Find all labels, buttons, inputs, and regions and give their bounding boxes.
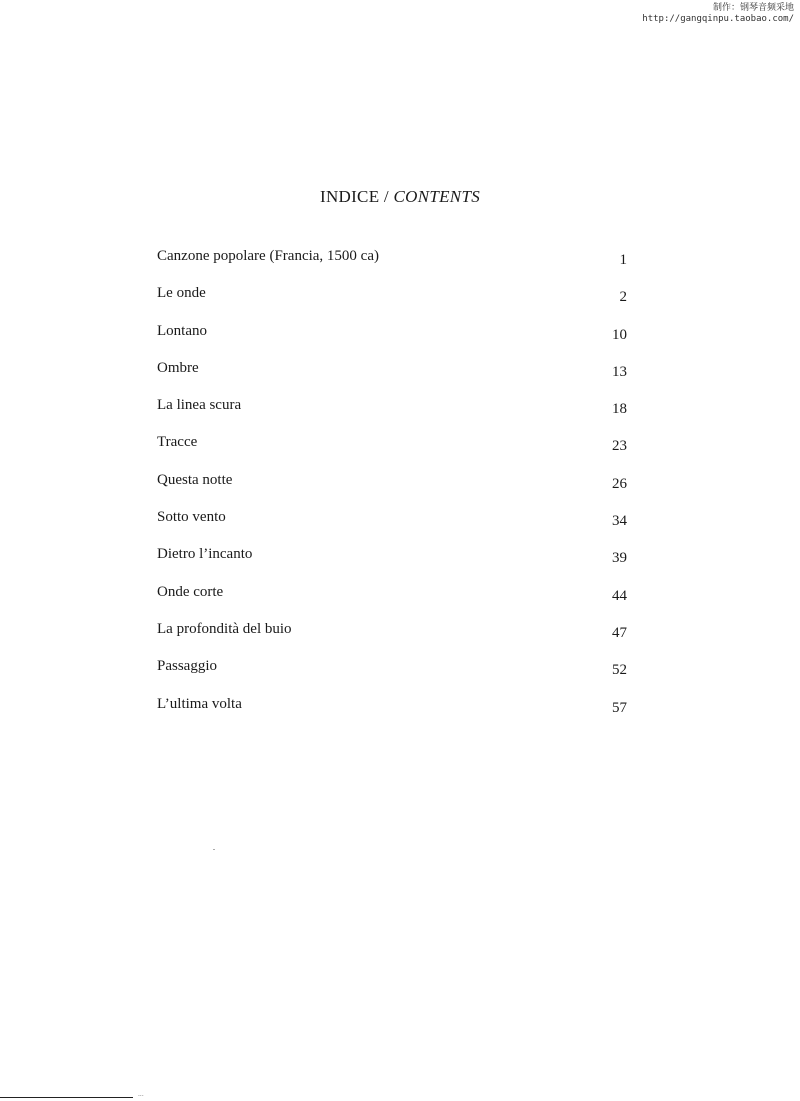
- scan-speck: [213, 849, 215, 850]
- toc-entry: [157, 434, 627, 471]
- toc-entry-title: Ombre: [157, 359, 199, 376]
- toc-entry-page: 52: [612, 662, 627, 679]
- bottom-edge-line: [0, 1097, 133, 1098]
- toc-entry: [157, 658, 627, 695]
- toc-entry-title: Passaggio: [157, 658, 217, 675]
- toc-entry-title: La profondità del buio: [157, 620, 292, 637]
- toc-entry-page: 47: [612, 624, 627, 641]
- toc-entry-page: 39: [612, 550, 627, 567]
- toc-entry: [157, 584, 627, 621]
- toc-entry-page: 44: [612, 587, 627, 604]
- toc-entry-title: Dietro l’incanto: [157, 546, 253, 563]
- toc-entry: [157, 248, 627, 285]
- toc-entry-title: L’ultima volta: [157, 695, 242, 712]
- toc-entry-page: 26: [612, 475, 627, 492]
- toc-entry-page: 57: [612, 699, 627, 716]
- toc-entry: [157, 285, 627, 322]
- toc-entry-title: Canzone popolare (Francia, 1500 ca): [157, 248, 379, 264]
- toc-entry: [157, 472, 627, 509]
- title-main: INDICE /: [319, 187, 394, 206]
- watermark-url: http://gangqinpu.taobao.com/: [642, 14, 794, 24]
- toc-entry: [157, 696, 627, 733]
- toc-entry: [157, 546, 627, 583]
- toc-entry-title: Sotto vento: [157, 509, 226, 526]
- watermark-line-1: 制作：钢琴音频采地: [712, 3, 794, 13]
- toc-entry-page: 34: [612, 513, 627, 530]
- toc-entry-page: 2: [619, 289, 627, 306]
- toc-entry-title: Lontano: [157, 322, 207, 339]
- toc-entry-page: 23: [612, 438, 627, 455]
- toc-entry-page: 10: [612, 326, 627, 343]
- toc-entry-page: 13: [612, 363, 627, 380]
- watermark: [642, 3, 794, 25]
- toc-entry-page: 1: [619, 252, 627, 268]
- toc-entry-title: Tracce: [157, 434, 198, 451]
- toc-entry: [157, 621, 627, 658]
- toc-entry: [157, 509, 627, 546]
- table-of-contents: [157, 248, 627, 733]
- toc-entry: [157, 397, 627, 434]
- toc-entry-title: Onde corte: [157, 583, 224, 600]
- bottom-edge-marks: ···: [138, 1093, 144, 1100]
- toc-entry-page: 18: [612, 401, 627, 418]
- toc-entry: [157, 360, 627, 397]
- page-title: [0, 187, 800, 207]
- toc-entry-title: La linea scura: [157, 397, 242, 414]
- title-italic: CONTENTS: [393, 187, 481, 206]
- toc-entry: [157, 323, 627, 360]
- toc-entry-title: Le onde: [157, 285, 206, 302]
- toc-entry-title: Questa notte: [157, 471, 233, 488]
